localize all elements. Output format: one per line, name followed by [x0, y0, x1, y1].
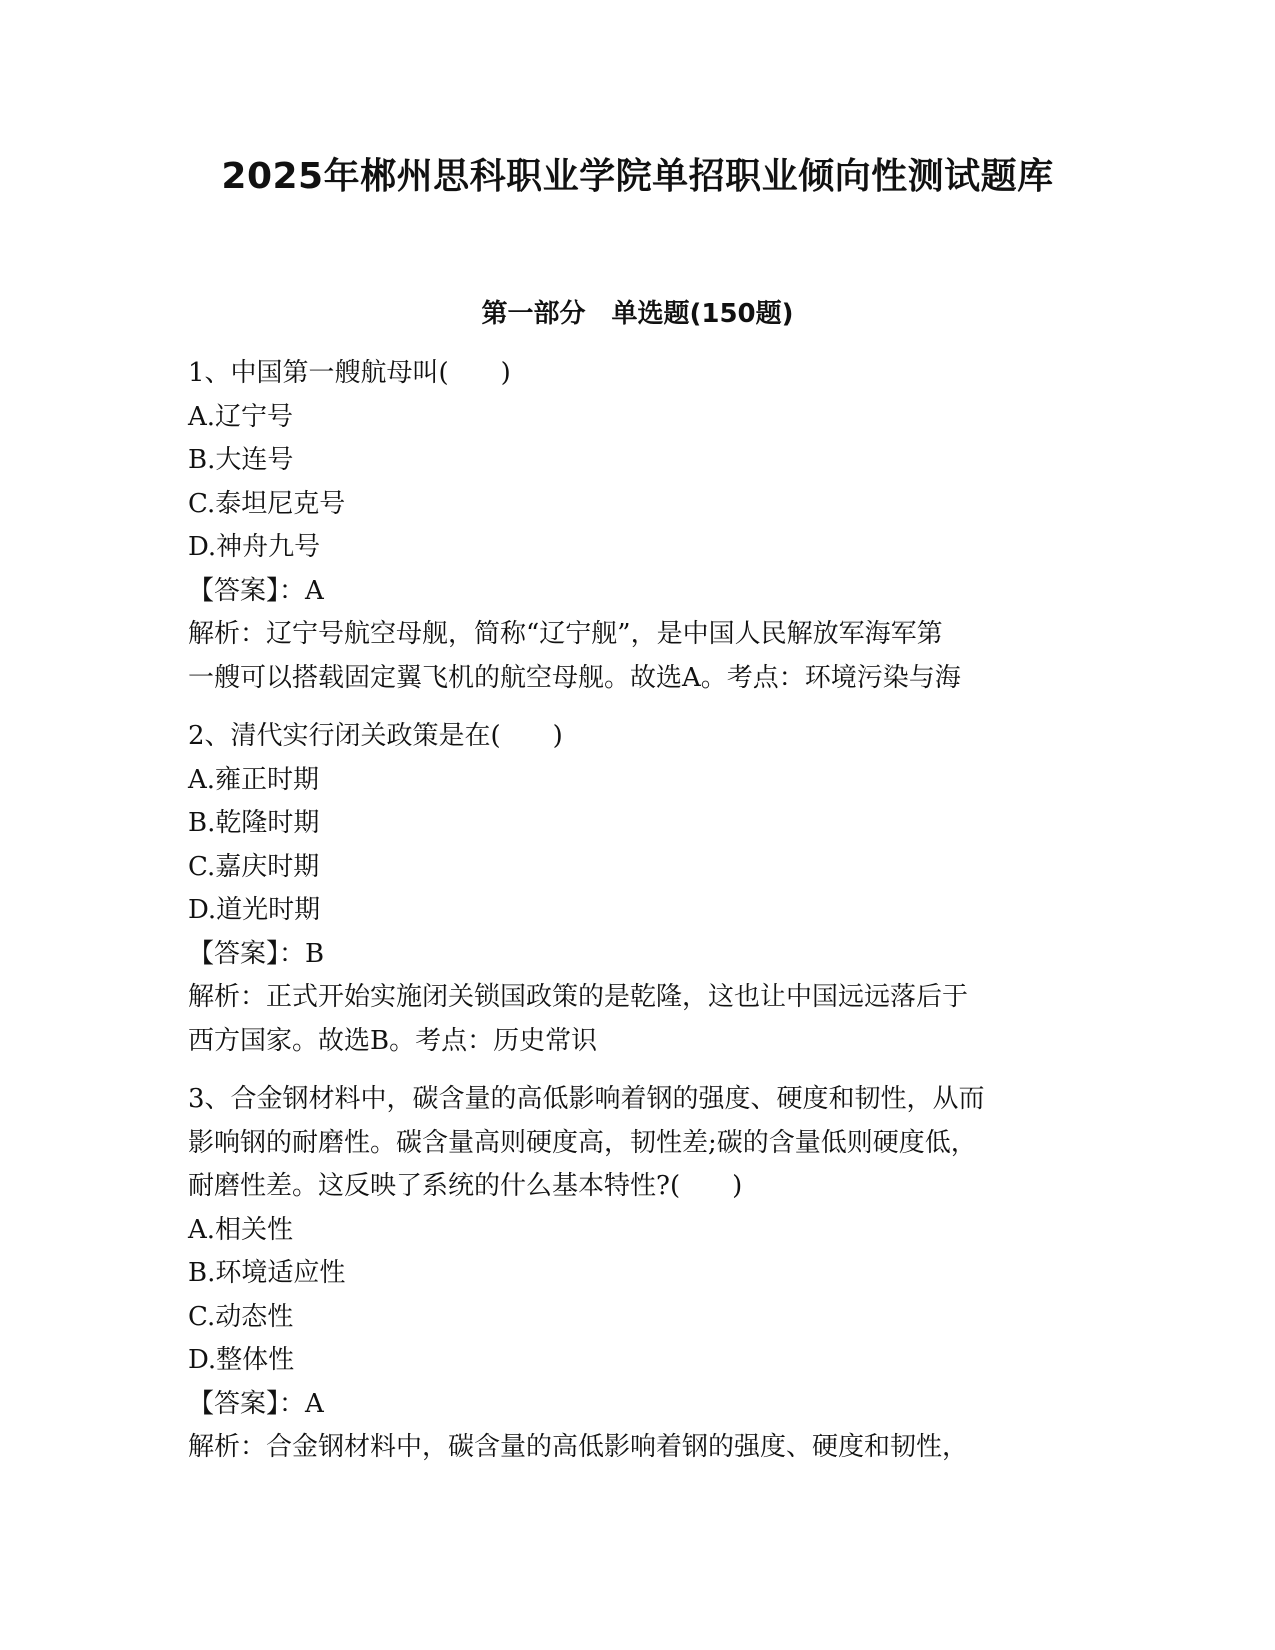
answer: 【答案】：A: [188, 1388, 324, 1419]
option-d: D.道光时期: [188, 895, 321, 925]
option-b: B.大连号: [188, 445, 294, 475]
option-b: B.环境适应性: [188, 1258, 346, 1288]
analysis-line: 一艘可以搭载固定翼飞机的航空母舰。故选A。考点：环境污染与海: [188, 662, 961, 693]
analysis-line: 解析：合金钢材料中，碳含量的高低影响着钢的强度、硬度和韧性，: [188, 1432, 969, 1462]
answer: 【答案】：A: [188, 575, 324, 606]
analysis-line: 解析：正式开始实施闭关锁国政策的是乾隆，这也让中国远远落后于: [188, 982, 969, 1012]
question-list: [188, 352, 1088, 1485]
question-stem: 2、清代实行闭关政策是在( ): [188, 721, 563, 751]
option-c: C.泰坦尼克号: [188, 488, 346, 519]
section-title: 第一部分 单选题(150题): [481, 299, 794, 329]
option-b: B.乾隆时期: [188, 808, 320, 838]
question-stem-line: 影响钢的耐磨性。碳含量高则硬度高，韧性差;碳的含量低则硬度低，: [188, 1127, 977, 1158]
option-c: C.嘉庆时期: [188, 851, 320, 882]
option-a: A.相关性: [188, 1214, 294, 1245]
option-a: A.雍正时期: [188, 764, 320, 795]
answer: 【答案】：B: [188, 938, 325, 969]
question-stem-line: 3、合金钢材料中，碳含量的高低影响着钢的强度、硬度和韧性，从而: [188, 1084, 985, 1114]
question-2: [188, 715, 1088, 1063]
option-d: D.整体性: [188, 1345, 295, 1375]
option-d: D.神舟九号: [188, 532, 321, 562]
analysis-line: 解析：辽宁号航空母舰，简称“辽宁舰”，是中国人民解放军海军第: [188, 619, 943, 649]
document-title: 2025年郴州思科职业学院单招职业倾向性测试题库: [221, 156, 1054, 197]
analysis-line: 西方国家。故选B。考点：历史常识: [188, 1025, 598, 1056]
question-3: [188, 1078, 1088, 1470]
option-c: C.动态性: [188, 1301, 294, 1332]
question-stem-line: 耐磨性差。这反映了系统的什么基本特性?( ): [188, 1171, 743, 1201]
option-a: A.辽宁号: [188, 401, 294, 432]
question-1: [188, 352, 1088, 700]
question-stem: 1、中国第一艘航母叫( ): [188, 358, 511, 388]
